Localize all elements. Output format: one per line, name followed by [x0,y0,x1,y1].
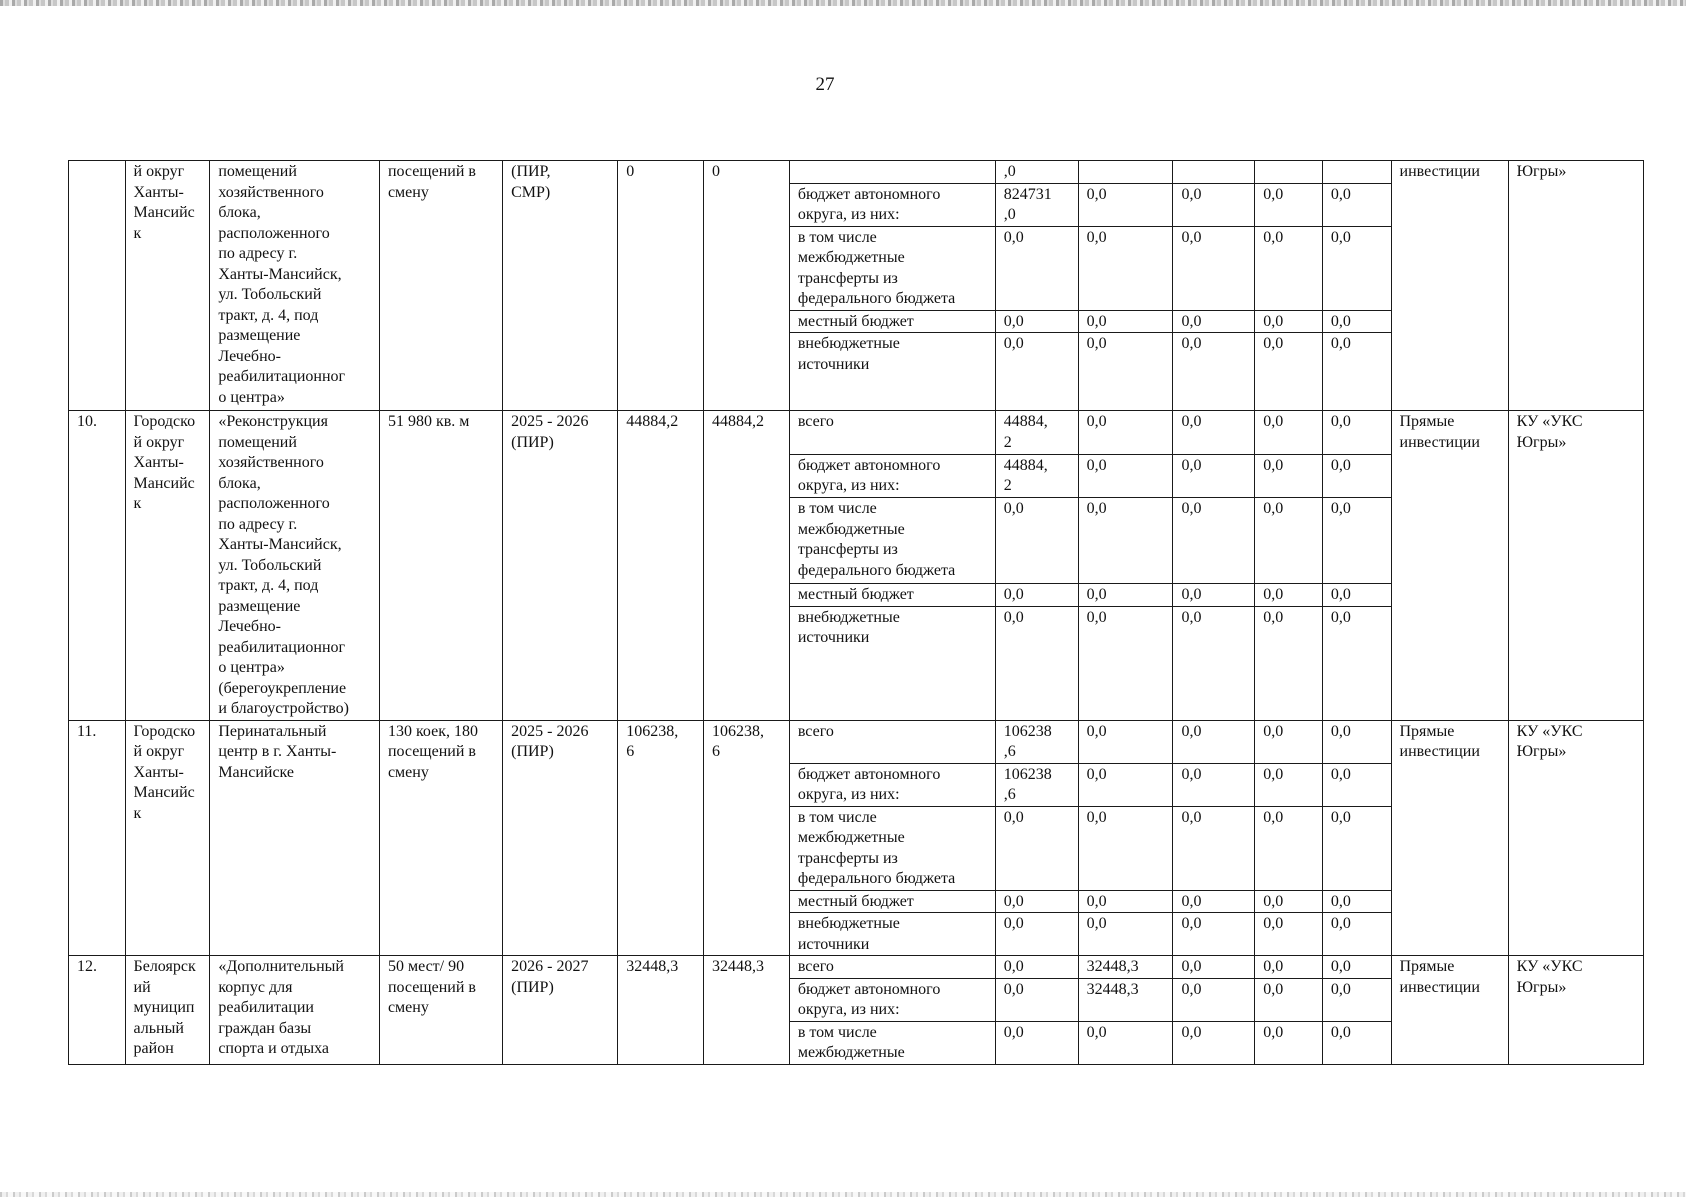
funding-value-cell: 44884, 2 [995,454,1078,498]
funding-value-cell: 106238 ,6 [995,720,1078,763]
table-row [69,956,1644,979]
funding-value-cell: 0,0 [1322,183,1391,226]
funding-value-cell: 0,0 [995,956,1078,979]
mechanism-cell: Прямые инвестиции [1391,411,1508,721]
investment-objects-table [68,160,1644,1065]
period-cell: 2026 - 2027 (ПИР) [503,956,618,1065]
funding-value-cell: 106238 ,6 [995,763,1078,806]
funding-value-cell: 0,0 [1173,583,1255,606]
funding-value-cell: 0,0 [1255,454,1323,498]
funding-value-cell: 0,0 [1322,890,1391,913]
funding-source-cell: внебюджетные источники [789,606,995,720]
funding-source-cell: внебюджетные источники [789,913,995,956]
funding-value-cell: 0,0 [1173,806,1255,890]
period-cell: (ПИР, СМР) [503,161,618,411]
funding-value-cell: 0,0 [1322,763,1391,806]
table-row [69,411,1644,455]
cost-remaining-cell: 0 [704,161,790,411]
funding-source-cell: местный бюджет [789,310,995,333]
capacity-cell: посещений в смену [379,161,502,411]
funding-value-cell: 0,0 [1255,720,1323,763]
funding-value-cell: 0,0 [1322,454,1391,498]
funding-value-cell: 0,0 [1255,310,1323,333]
funding-value-cell: 0,0 [1173,310,1255,333]
funding-value-cell: 0,0 [1322,498,1391,583]
scan-edge-top [0,0,1686,6]
funding-value-cell: 0,0 [1078,913,1173,956]
funding-value-cell: 0,0 [1078,183,1173,226]
funding-value-cell: 0,0 [995,913,1078,956]
customer-cell: Югры» [1508,161,1643,411]
mechanism-cell: Прямые инвестиции [1391,956,1508,1065]
funding-value-cell [1322,161,1391,184]
funding-value-cell: 0,0 [1322,310,1391,333]
object-name-cell: «Дополнительный корпус для реабилитации граждан базы спорта и отдыха [210,956,380,1065]
table-row [69,161,1644,184]
funding-value-cell: 44884, 2 [995,411,1078,455]
capacity-cell: 130 коек, 180 посещений в смену [379,720,502,956]
funding-value-cell: 0,0 [1322,913,1391,956]
capacity-cell: 50 мест/ 90 посещений в смену [379,956,502,1065]
funding-value-cell: 0,0 [995,890,1078,913]
funding-value-cell: 0,0 [1173,411,1255,455]
funding-value-cell: 0,0 [1322,226,1391,310]
period-cell: 2025 - 2026 (ПИР) [503,411,618,721]
funding-value-cell [1173,161,1255,184]
funding-value-cell: 0,0 [1173,226,1255,310]
funding-source-cell [789,161,995,184]
funding-value-cell: 0,0 [1255,806,1323,890]
funding-value-cell: 0,0 [1322,806,1391,890]
object-name-cell: помещений хозяйственного блока, расположенного по адресу г. Ханты-Мансийск, ул. Тобольский тракт, д. 4, под размещение Лечебно- реабилитационног о центра» [210,161,380,411]
funding-value-cell: 0,0 [1173,1021,1255,1064]
num-cell: 11. [69,720,126,956]
funding-value-cell: 0,0 [1255,583,1323,606]
funding-value-cell: 0,0 [1255,978,1323,1021]
funding-value-cell: 0,0 [1078,498,1173,583]
funding-value-cell: 0,0 [1173,333,1255,411]
funding-value-cell: 0,0 [1078,411,1173,455]
period-cell: 2025 - 2026 (ПИР) [503,720,618,956]
funding-value-cell: 0,0 [1078,606,1173,720]
customer-cell: КУ «УКС Югры» [1508,411,1643,721]
object-name-cell: «Реконструкция помещений хозяйственного блока, расположенного по адресу г. Ханты-Мансийск, ул. Тобольский тракт, д. 4, под размещение Лечебно- реабилитационног о центра» (берегоукрепление и благоустройство) [210,411,380,721]
funding-value-cell: 0,0 [1173,183,1255,226]
municipality-cell: й округ Ханты- Мансийс к [125,161,210,411]
funding-value-cell: 0,0 [1173,978,1255,1021]
funding-value-cell: 0,0 [1255,226,1323,310]
funding-value-cell: 0,0 [1078,763,1173,806]
funding-value-cell: ,0 [995,161,1078,184]
funding-value-cell: 0,0 [1173,606,1255,720]
funding-value-cell: 0,0 [995,806,1078,890]
funding-value-cell: 0,0 [995,333,1078,411]
funding-value-cell: 0,0 [1255,183,1323,226]
funding-value-cell: 0,0 [1322,606,1391,720]
funding-value-cell: 0,0 [995,498,1078,583]
object-name-cell: Перинатальный центр в г. Ханты- Мансийске [210,720,380,956]
funding-source-cell: местный бюджет [789,890,995,913]
funding-source-cell: бюджет автономного округа, из них: [789,978,995,1021]
funding-source-cell: в том числе межбюджетные трансферты из федерального бюджета [789,498,995,583]
funding-value-cell: 32448,3 [1078,956,1173,979]
funding-value-cell: 0,0 [1255,411,1323,455]
customer-cell: КУ «УКС Югры» [1508,720,1643,956]
funding-value-cell: 0,0 [1078,1021,1173,1064]
funding-value-cell: 0,0 [1255,606,1323,720]
cost-remaining-cell: 106238, 6 [704,720,790,956]
funding-source-cell: всего [789,411,995,455]
funding-value-cell: 0,0 [1173,913,1255,956]
municipality-cell: Городско й округ Ханты- Мансийс к [125,720,210,956]
funding-value-cell: 0,0 [1255,913,1323,956]
funding-value-cell: 0,0 [1173,454,1255,498]
funding-value-cell: 0,0 [995,226,1078,310]
mechanism-cell: инвестиции [1391,161,1508,411]
funding-value-cell: 0,0 [1322,583,1391,606]
funding-source-cell: всего [789,956,995,979]
funding-source-cell: бюджет автономного округа, из них: [789,454,995,498]
funding-value-cell: 0,0 [1322,978,1391,1021]
funding-value-cell: 0,0 [1255,333,1323,411]
funding-value-cell: 0,0 [1322,720,1391,763]
funding-source-cell: внебюджетные источники [789,333,995,411]
funding-value-cell: 0,0 [1078,583,1173,606]
funding-value-cell: 0,0 [1078,454,1173,498]
funding-value-cell: 0,0 [1078,720,1173,763]
funding-value-cell: 0,0 [995,1021,1078,1064]
funding-value-cell: 0,0 [1255,498,1323,583]
funding-source-cell: в том числе межбюджетные [789,1021,995,1064]
funding-value-cell: 0,0 [1173,720,1255,763]
funding-value-cell [1078,161,1173,184]
funding-value-cell: 0,0 [1255,956,1323,979]
mechanism-cell: Прямые инвестиции [1391,720,1508,956]
funding-value-cell [1255,161,1323,184]
cost-total-cell: 32448,3 [618,956,704,1065]
cost-remaining-cell: 32448,3 [704,956,790,1065]
funding-source-cell: в том числе межбюджетные трансферты из федерального бюджета [789,806,995,890]
cost-total-cell: 106238, 6 [618,720,704,956]
funding-value-cell: 32448,3 [1078,978,1173,1021]
cost-total-cell: 0 [618,161,704,411]
num-cell: 10. [69,411,126,721]
table-row [69,720,1644,763]
funding-source-cell: всего [789,720,995,763]
scan-edge-bottom [0,1192,1686,1197]
funding-source-cell: в том числе межбюджетные трансферты из федерального бюджета [789,226,995,310]
funding-value-cell: 0,0 [1322,1021,1391,1064]
funding-value-cell: 0,0 [1322,956,1391,979]
funding-value-cell: 0,0 [1173,763,1255,806]
funding-source-cell: местный бюджет [789,583,995,606]
num-cell [69,161,126,411]
funding-value-cell: 0,0 [1173,956,1255,979]
funding-value-cell: 0,0 [1078,806,1173,890]
funding-value-cell: 0,0 [1322,411,1391,455]
capacity-cell: 51 980 кв. м [379,411,502,721]
funding-value-cell: 0,0 [1078,310,1173,333]
funding-value-cell: 0,0 [1255,890,1323,913]
customer-cell: КУ «УКС Югры» [1508,956,1643,1065]
funding-value-cell: 0,0 [995,978,1078,1021]
funding-value-cell: 0,0 [1173,498,1255,583]
funding-value-cell: 0,0 [995,310,1078,333]
page-number: 27 [815,74,835,95]
municipality-cell: Белоярск ий муницип альный район [125,956,210,1065]
funding-value-cell: 0,0 [1255,763,1323,806]
funding-source-cell: бюджет автономного округа, из них: [789,183,995,226]
funding-source-cell: бюджет автономного округа, из них: [789,763,995,806]
funding-value-cell: 0,0 [1078,226,1173,310]
cost-total-cell: 44884,2 [618,411,704,721]
funding-value-cell: 0,0 [1078,890,1173,913]
funding-value-cell: 0,0 [1078,333,1173,411]
funding-value-cell: 0,0 [1255,1021,1323,1064]
cost-remaining-cell: 44884,2 [704,411,790,721]
funding-value-cell: 0,0 [1173,890,1255,913]
funding-value-cell: 0,0 [1322,333,1391,411]
num-cell: 12. [69,956,126,1065]
funding-value-cell: 824731 ,0 [995,183,1078,226]
funding-value-cell: 0,0 [995,606,1078,720]
municipality-cell: Городско й округ Ханты- Мансийс к [125,411,210,721]
funding-value-cell: 0,0 [995,583,1078,606]
